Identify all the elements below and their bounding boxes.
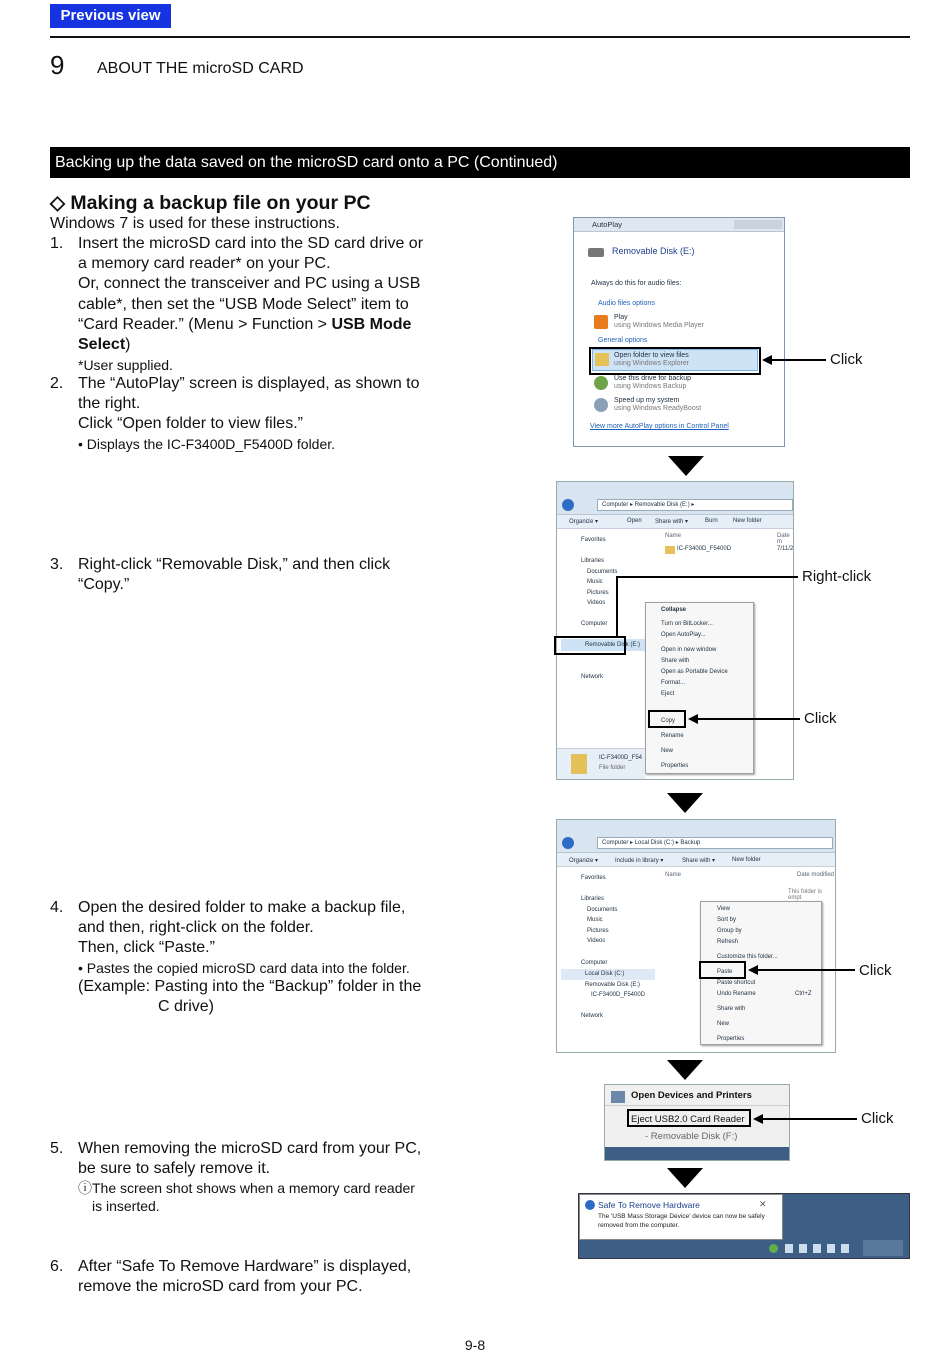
burn-button[interactable]: Burn	[705, 518, 718, 524]
window-controls	[734, 220, 782, 229]
step-5	[50, 1139, 460, 1215]
chapter-title: ABOUT THE microSD CARD	[97, 60, 304, 77]
toast-body: The 'USB Mass Storage Device' device can now be safely	[598, 1213, 765, 1220]
step-line: be sure to safely remove it.	[78, 1160, 271, 1178]
nav-ic-folder[interactable]: IC-F3400D_F5400D	[591, 992, 646, 998]
step-line: After “Safe To Remove Hardware” is displayed,	[78, 1258, 412, 1275]
backup-sub: using Windows Backup	[614, 383, 687, 390]
menu-collapse[interactable]: Collapse	[661, 607, 687, 613]
callout-click: Click	[859, 962, 892, 979]
play-sub: using Windows Media Player	[614, 322, 704, 329]
callout-click: Click	[830, 351, 863, 368]
step-note: • Displays the IC-F3400D_F5400D folder.	[78, 435, 336, 452]
folder-large-icon	[571, 754, 587, 774]
step-6	[50, 1257, 460, 1297]
step-number: 1.	[50, 235, 64, 252]
down-arrow	[667, 1060, 703, 1080]
step-number: 5.	[50, 1140, 64, 1157]
highlight-box	[627, 1109, 751, 1127]
address-bar[interactable]: Computer ▸ Removable Disk (E:) ▸	[597, 499, 793, 511]
printer-icon	[611, 1091, 625, 1103]
section-heading: ◇ Making a backup file on your PC	[50, 192, 371, 214]
step-note: *User supplied.	[78, 357, 173, 374]
empty-folder-text: This folder is empt	[788, 889, 823, 901]
info-icon	[585, 1200, 595, 1210]
highlight-box	[554, 636, 626, 655]
close-icon[interactable]: ✕	[759, 1199, 767, 1209]
folder-icon	[665, 546, 675, 554]
arrow-head	[753, 1114, 763, 1124]
step-note: is inserted.	[92, 1198, 160, 1215]
step-line: Open the desired folder to make a backup file,	[78, 899, 406, 916]
step-3	[50, 555, 460, 595]
step-number: 2.	[50, 375, 64, 392]
autoplay-screenshot	[573, 217, 785, 447]
page-number: 9-8	[464, 1337, 486, 1353]
highlight-box	[648, 710, 686, 728]
menu-refresh[interactable]: Refresh	[717, 939, 739, 945]
new-folder-button[interactable]: New folder	[733, 518, 762, 524]
context-menu	[645, 602, 754, 774]
callout-line	[772, 359, 826, 361]
step-line: and then, right-click on the folder.	[78, 919, 314, 937]
disk-icon	[588, 248, 604, 257]
step-line: the right.	[78, 395, 141, 413]
eject-item[interactable]: Eject USB2.0 Card Reader	[631, 1114, 745, 1125]
media-player-icon	[594, 315, 608, 329]
menu-eject[interactable]: Eject	[661, 691, 675, 697]
menu-group-by[interactable]: Group by	[717, 928, 742, 934]
open-folder-sub: using Windows Explorer	[614, 360, 690, 367]
down-arrow	[667, 793, 703, 813]
audio-options-label: Audio files options	[598, 300, 655, 307]
nav-videos[interactable]: Videos	[587, 938, 606, 944]
nav-documents[interactable]: Documents	[587, 569, 618, 575]
step-line: Or, connect the transceiver and PC using a USB	[78, 275, 421, 293]
nav-pictures[interactable]: Pictures	[587, 928, 609, 934]
nav-network[interactable]: Network	[581, 674, 604, 680]
step-line: Click “Open folder to view files.”	[78, 415, 303, 433]
share-button[interactable]: Share with ▾	[682, 858, 716, 864]
nav-music[interactable]: Music	[587, 917, 603, 923]
include-library-button[interactable]: Include in library ▾	[615, 858, 664, 864]
open-button[interactable]: Open	[627, 518, 642, 524]
step-example: C drive)	[158, 997, 215, 1015]
menu-divider	[605, 1105, 790, 1106]
highlight-box	[699, 961, 746, 979]
step-bold: USB Mode	[331, 315, 412, 333]
menu-properties[interactable]: Properties	[717, 1036, 745, 1042]
callout-line	[763, 1118, 857, 1120]
explorer-paste-screenshot	[556, 819, 836, 1053]
menu-paste[interactable]: Paste	[717, 969, 733, 975]
clock-area	[863, 1240, 903, 1256]
menu-share-with[interactable]: Share with	[717, 1006, 746, 1012]
speed-sub: using Windows ReadyBoost	[614, 405, 702, 412]
toast-screenshot	[578, 1193, 910, 1259]
step-bold: Select	[78, 336, 126, 354]
chapter-number: 9	[50, 50, 65, 80]
step-line: “Card Reader.” (Menu > Function >	[78, 315, 332, 333]
removable-disk-item: - Removable Disk (F:)	[645, 1131, 738, 1142]
step-line: cable*, then set the “USB Mode Select” item to	[78, 295, 409, 313]
callout-right-click: Right-click	[802, 568, 872, 585]
open-folder-label: Open folder to view files	[614, 352, 689, 359]
nav-network[interactable]: Network	[581, 1013, 604, 1019]
step-line: Then, click “Paste.”	[78, 939, 215, 957]
safe-remove-icon[interactable]	[769, 1244, 778, 1253]
menu-portable-device[interactable]: Open as Portable Device	[661, 669, 728, 675]
highlight-box	[589, 347, 761, 375]
nav-removable-disk[interactable]: Removable Disk (E:)	[585, 642, 641, 648]
menu-sort-by[interactable]: Sort by	[717, 917, 737, 923]
column-date[interactable]: Date m	[777, 533, 790, 545]
open-devices-item[interactable]: Open Devices and Printers	[631, 1090, 752, 1101]
new-folder-button[interactable]: New folder	[732, 857, 761, 863]
step-line: When removing the microSD card from your PC,	[78, 1140, 422, 1157]
down-arrow	[667, 1168, 703, 1188]
callout-click: Click	[861, 1110, 894, 1127]
arrow-head	[688, 714, 698, 724]
step-example: (Example: Pasting into the “Backup” folder in the	[78, 977, 422, 995]
speed-option[interactable]: Speed up my system	[614, 397, 680, 404]
section-bar: Backing up the data saved on the microSD card onto a PC (Continued)	[50, 147, 910, 178]
menu-paste-shortcut[interactable]: Paste shortcut	[717, 980, 756, 986]
step-line: Insert the microSD card into the SD card drive or	[78, 235, 424, 252]
details-type: File folder	[599, 765, 626, 771]
back-icon[interactable]	[562, 499, 574, 511]
step-number: 6.	[50, 1258, 64, 1275]
nav-pictures[interactable]: Pictures	[587, 590, 609, 596]
step-4	[50, 898, 460, 1017]
menu-bitlocker[interactable]: Turn on BitLocker...	[661, 621, 713, 627]
menu-format[interactable]: Format...	[661, 680, 686, 686]
more-options-link[interactable]: View more AutoPlay options in Control Panel	[590, 423, 729, 430]
menu-properties[interactable]: Properties	[661, 763, 689, 769]
callout-line	[616, 577, 618, 636]
menu-autoplay[interactable]: Open AutoPlay...	[661, 632, 706, 638]
always-label: Always do this for audio files:	[591, 280, 682, 287]
step-line: )	[125, 336, 131, 354]
general-options-label: General options	[598, 337, 648, 344]
folder-item[interactable]: IC-F3400D_F5400D	[677, 546, 732, 552]
menu-copy[interactable]: Copy	[661, 718, 676, 724]
down-arrow	[668, 456, 704, 476]
callout-line	[758, 969, 855, 971]
nav-videos[interactable]: Videos	[587, 600, 606, 606]
nav-favorites[interactable]: Favorites	[581, 875, 606, 881]
step-note: • Pastes the copied microSD card data into the folder.	[78, 959, 410, 976]
step-note: ⓘThe screen shot shows when a memory card reader	[78, 1180, 415, 1197]
menu-new[interactable]: New	[717, 1021, 730, 1027]
speed-icon	[594, 398, 608, 412]
tray-icons	[785, 1244, 855, 1253]
step-line: a memory card reader* on your PC.	[78, 255, 331, 273]
menu-new[interactable]: New	[661, 748, 674, 754]
disk-label: Removable Disk (E:)	[612, 246, 695, 256]
step-line: “Copy.”	[78, 576, 130, 594]
explorer-copy-screenshot	[556, 481, 794, 780]
top-rule	[50, 36, 910, 38]
column-date[interactable]: Date modified	[797, 872, 835, 878]
step-line: remove the microSD card from your PC.	[78, 1278, 363, 1296]
nav-libraries[interactable]: Libraries	[581, 896, 605, 902]
organize-button[interactable]: Organize ▾	[569, 519, 599, 525]
column-name[interactable]: Name	[665, 872, 682, 878]
window-title: AutoPlay	[574, 218, 784, 232]
menu-customize[interactable]: Customize this folder...	[717, 954, 778, 960]
nav-removable-disk[interactable]: Removable Disk (E:)	[585, 982, 641, 988]
menu-undo-rename[interactable]: Undo Rename	[717, 991, 756, 997]
callout-click: Click	[804, 710, 837, 727]
share-button[interactable]: Share with ▾	[655, 519, 689, 525]
folder-date: 7/11/2	[777, 546, 794, 552]
step-number: 4.	[50, 899, 64, 916]
play-option[interactable]: Play	[614, 314, 628, 321]
address-bar[interactable]: Computer ▸ Local Disk (C:) ▸ Backup	[597, 837, 833, 849]
nav-computer[interactable]: Computer	[581, 960, 608, 966]
taskbar	[605, 1147, 790, 1161]
column-name[interactable]: Name	[665, 533, 682, 539]
menu-new-window[interactable]: Open in new window	[661, 647, 717, 653]
toast-title: Safe To Remove Hardware	[598, 1200, 700, 1210]
previous-view-button[interactable]: Previous view	[50, 4, 171, 28]
details-name: IC-F3400D_F54	[599, 755, 643, 761]
step-2	[50, 374, 460, 453]
step-line: Right-click “Removable Disk,” and then click	[78, 556, 391, 573]
back-icon[interactable]	[562, 837, 574, 849]
toast-body: removed from the computer.	[598, 1222, 680, 1229]
arrow-head	[762, 355, 772, 365]
callout-line	[616, 576, 798, 578]
menu-shortcut-key: Ctrl+Z	[795, 991, 812, 997]
step-1	[50, 234, 460, 375]
intro-text: Windows 7 is used for these instructions.	[50, 215, 340, 232]
nav-libraries[interactable]: Libraries	[581, 558, 605, 564]
backup-option[interactable]: Use this drive for backup	[614, 375, 692, 382]
organize-button[interactable]: Organize ▾	[569, 858, 599, 864]
nav-documents[interactable]: Documents	[587, 907, 618, 913]
nav-computer[interactable]: Computer	[581, 621, 608, 627]
menu-rename[interactable]: Rename	[661, 733, 684, 739]
menu-view[interactable]: View	[717, 906, 730, 912]
menu-share-with[interactable]: Share with	[661, 658, 690, 664]
backup-icon	[594, 376, 608, 390]
step-line: The “AutoPlay” screen is displayed, as shown to	[78, 375, 420, 392]
step-number: 3.	[50, 556, 64, 573]
nav-favorites[interactable]: Favorites	[581, 537, 606, 543]
arrow-head	[748, 965, 758, 975]
nav-local-disk[interactable]: Local Disk (C:)	[585, 971, 625, 977]
callout-line	[698, 718, 800, 720]
nav-music[interactable]: Music	[587, 579, 603, 585]
